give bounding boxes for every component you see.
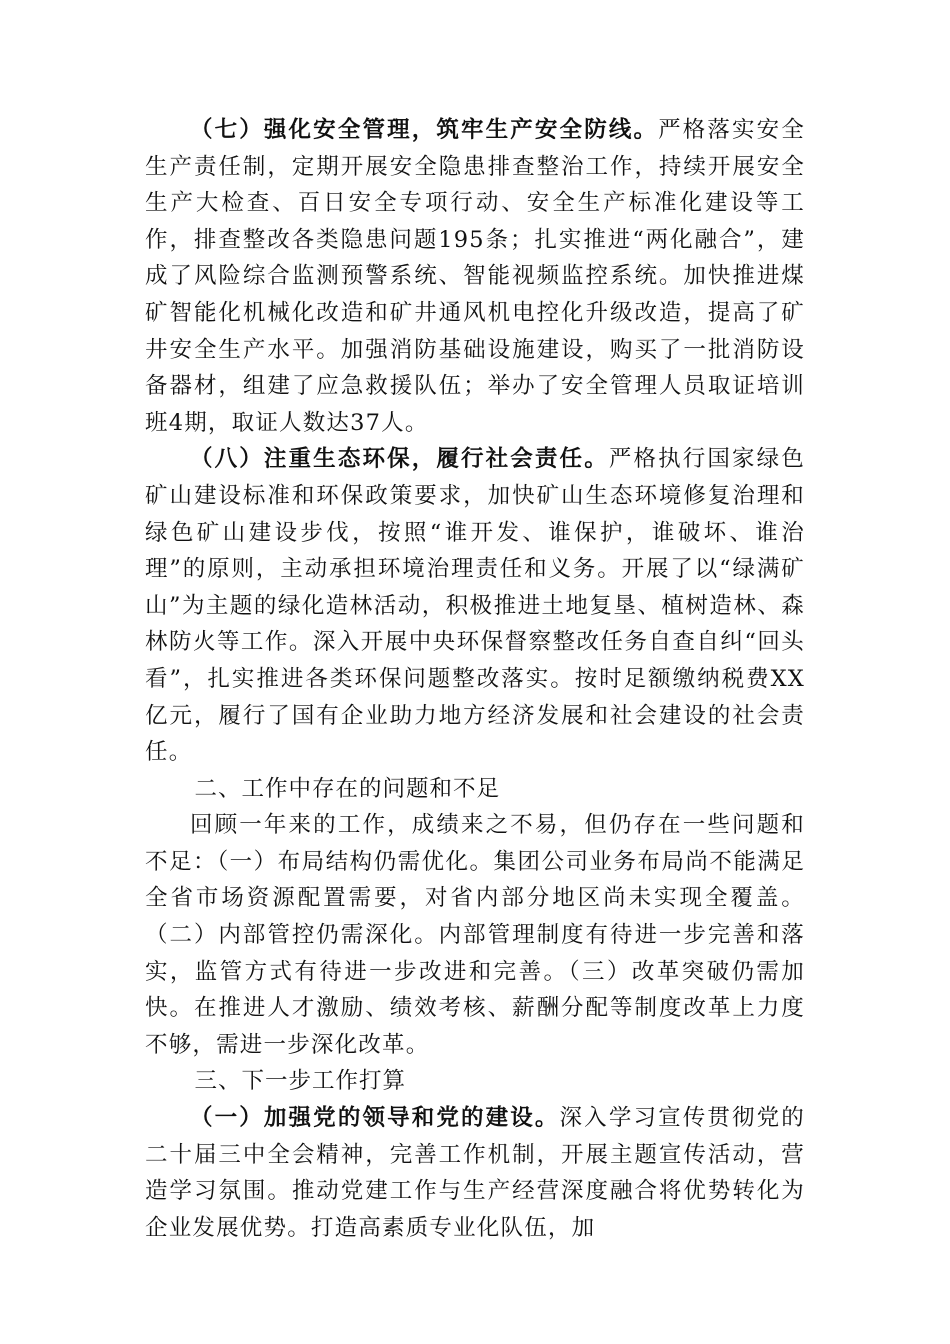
paragraph-problems: 回顾一年来的工作，成绩来之不易，但仍存在一些问题和不足：（一）布局结构仍需优化。集团公司业务布局尚不能满足全省市场资源配置需要，对省内部分地区尚未实现全覆盖。（二）内部管控仍需深化。内部管理制度有待进一步完善和落实，监管方式有待进一步改进和完善。（三）改革突破仍需加快。在推进人才激励、绩效考核、薪酬分配等制度改革上力度不够，需进一步深化改革。 [145, 812, 805, 1058]
paragraph-body: 严格执行国家绿色矿山建设标准和环保政策要求，加快矿山生态环境修复治理和绿色矿山建设步伐，按照“谁开发、谁保护，谁破坏、谁治理”的原则，主动承担环境治理责任和义务。开展了以“绿满矿山”为主题的绿化造林活动，积极推进土地复垦、植树造林、森林防火等工作。深入开展中央环保督察整改任务自查自纠“回头看”，扎实推进各类环保问题整改落实。按时足额缴纳税费XX亿元，履行了国有企业助力地方经济发展和社会建设的社会责任。 [145, 446, 805, 766]
section-heading-next-steps: 三、下一步工作打算 [194, 1068, 407, 1095]
paragraph-lead: （一）加强党的领导和党的建设。 [190, 1105, 560, 1132]
paragraph-safety-management [145, 112, 805, 441]
document-page [145, 112, 805, 1246]
section-heading-problems: 二、工作中存在的问题和不足 [194, 775, 501, 802]
paragraph-body: 严格落实安全生产责任制，定期开展安全隐患排查整治工作，持续开展安全生产大检查、百日安全专项行动、安全生产标准化建设等工作，排查整改各类隐患问题195条；扎实推进“两化融合”，建成了风险综合监测预警系统、智能视频监控系统。加快推进煤矿智能化机械化改造和矿井通风机电控化升级改造，提高了矿井安全生产水平。加强消防基础设施建设，购买了一批消防设备器材，组建了应急救援队伍；举办了安全管理人员取证培训班4期，取证人数达37人。 [145, 117, 805, 436]
paragraph-eco-protection [145, 441, 805, 770]
paragraph-lead: （七）强化安全管理，筑牢生产安全防线。 [190, 117, 659, 143]
paragraph-party-building [145, 1100, 805, 1246]
paragraph-lead: （八）注重生态环保，履行社会责任。 [190, 446, 609, 473]
paragraph-body: 深入学习宣传贯彻党的二十届三中全会精神，完善工作机制，开展主题宣传活动，营造学习氛围。推动党建工作与生产经营深度融合将优势转化为企业发展优势。打造高素质专业化队伍，加 [145, 1105, 805, 1241]
